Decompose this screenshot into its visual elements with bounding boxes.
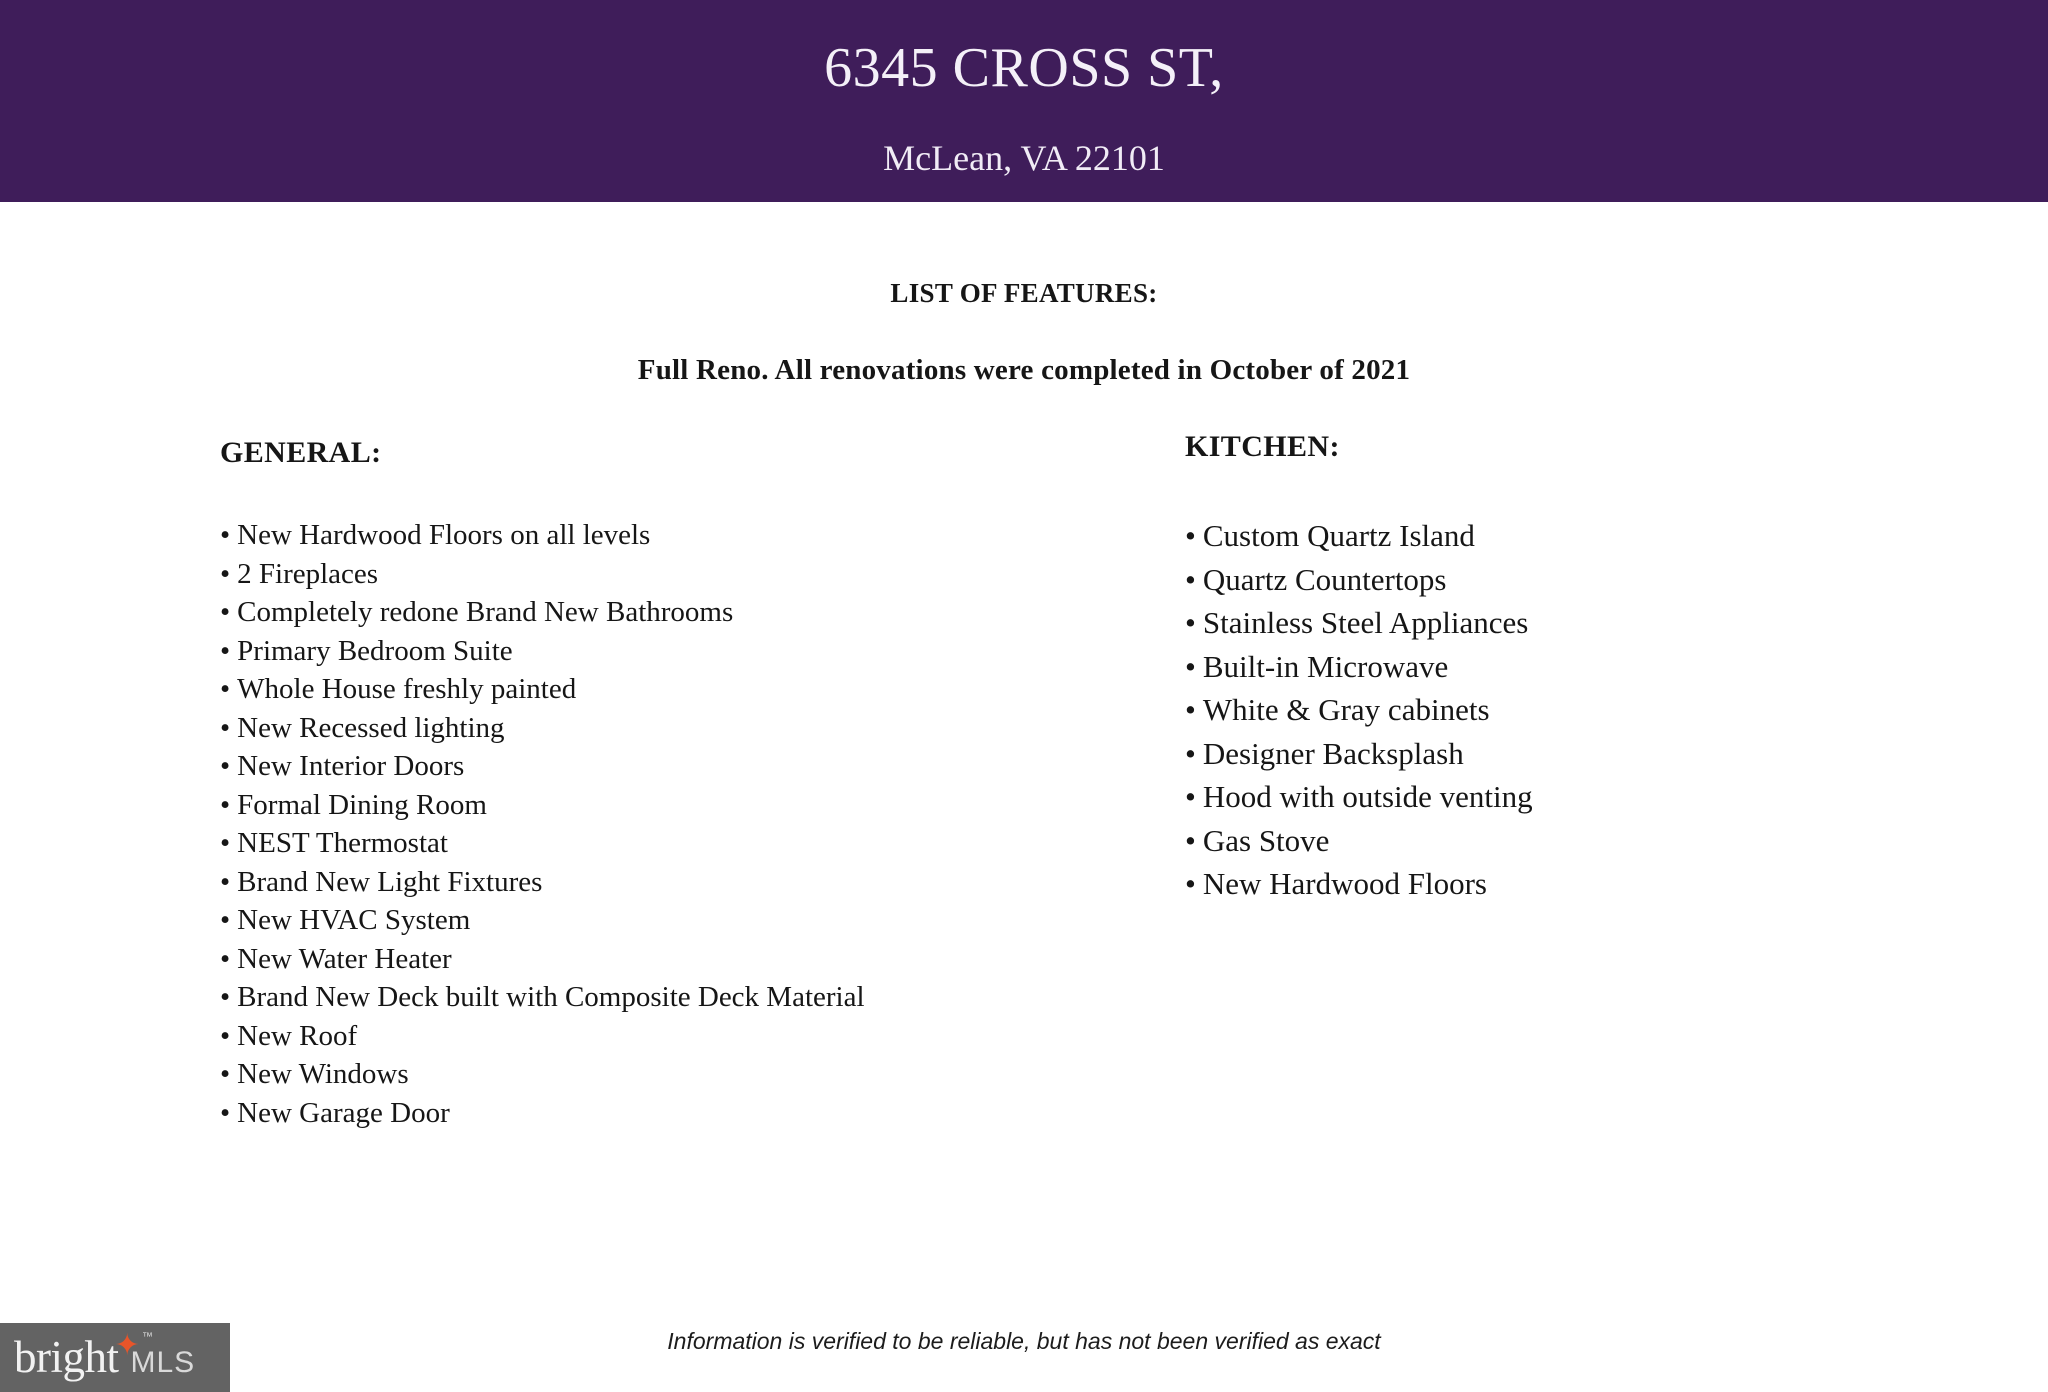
- list-item: [220, 786, 1020, 825]
- feature-column-kitchen: [1185, 432, 1945, 906]
- list-item: [1185, 645, 1945, 689]
- bullet-icon: •: [220, 788, 231, 821]
- list-item-label: Stainless Steel Appliances: [1202, 605, 1529, 640]
- list-item-label: New Hardwood Floors on all levels: [237, 519, 651, 551]
- list-item: [220, 516, 1020, 555]
- list-item-label: Built-in Microwave: [1202, 648, 1449, 684]
- list-item: [1185, 558, 1945, 602]
- page-footer: [0, 1312, 2048, 1392]
- list-item: [1185, 601, 1945, 645]
- list-item: [220, 824, 1020, 863]
- list-item: [220, 1094, 1020, 1133]
- bullet-icon: •: [1185, 735, 1196, 771]
- features-heading: LIST OF FEATURES:: [890, 278, 1158, 308]
- list-item-label: Formal Dining Room: [237, 788, 487, 821]
- list-item-label: Quartz Countertops: [1202, 561, 1447, 597]
- list-item: [1185, 732, 1945, 776]
- bullet-icon: •: [220, 596, 231, 628]
- list-item-label: Primary Bedroom Suite: [237, 634, 513, 667]
- renovation-note: Full Reno. All renovations were completed in October of 2021: [637, 354, 1411, 386]
- list-item-label: New Roof: [237, 1019, 358, 1052]
- bullet-icon: •: [220, 711, 231, 744]
- bullet-icon: •: [220, 942, 231, 975]
- list-item: [1185, 862, 1945, 906]
- list-item: [220, 978, 1020, 1017]
- bullet-icon: •: [1185, 779, 1196, 814]
- list-item: [1185, 688, 1945, 732]
- column-heading-general: GENERAL:: [220, 436, 382, 469]
- bullet-icon: •: [220, 519, 231, 551]
- bullet-icon: •: [220, 673, 231, 705]
- bullet-icon: •: [220, 1019, 231, 1052]
- bullet-icon: •: [1185, 822, 1196, 858]
- bullet-icon: •: [1185, 648, 1196, 684]
- list-item: [220, 670, 1020, 709]
- column-heading-kitchen: KITCHEN:: [1185, 430, 1340, 463]
- list-item-label: Whole House freshly painted: [237, 673, 577, 705]
- list-item: [220, 747, 1020, 786]
- list-item-label: New Recessed lighting: [237, 711, 505, 744]
- list-item-label: Brand New Deck built with Composite Deck Material: [237, 981, 865, 1013]
- list-item-label: New Windows: [237, 1058, 409, 1090]
- main-content: [0, 202, 2048, 1312]
- trademark-icon: ™: [142, 1331, 153, 1343]
- star-icon: ✦: [114, 1329, 140, 1362]
- list-item: [220, 940, 1020, 979]
- brand-wordmark: [14, 1329, 153, 1383]
- bullet-icon: •: [220, 750, 231, 782]
- bullet-icon: •: [1185, 866, 1196, 901]
- list-item-label: New Water Heater: [237, 942, 452, 975]
- feature-list-kitchen: [1185, 514, 1945, 906]
- list-item-label: New Garage Door: [237, 1096, 450, 1129]
- bright-mls-logo: [0, 1323, 230, 1392]
- bullet-icon: •: [220, 634, 231, 667]
- list-item: [220, 632, 1020, 671]
- bullet-icon: •: [1185, 692, 1196, 727]
- listing-header-banner: [0, 0, 2048, 202]
- list-item-label: Gas Stove: [1202, 822, 1330, 858]
- list-item: [220, 555, 1020, 594]
- bullet-icon: •: [220, 827, 231, 859]
- bullet-icon: •: [220, 557, 231, 590]
- list-item: [220, 1017, 1020, 1056]
- list-item-label: Brand New Light Fixtures: [237, 865, 543, 898]
- list-item: [1185, 775, 1945, 819]
- list-item-label: Completely redone Brand New Bathrooms: [237, 596, 734, 628]
- bullet-icon: •: [220, 904, 231, 936]
- list-item: [220, 709, 1020, 748]
- list-item: [1185, 514, 1945, 558]
- list-item-label: Hood with outside venting: [1202, 779, 1533, 814]
- page-title: 6345 CROSS ST,: [824, 37, 1224, 99]
- bullet-icon: •: [220, 981, 231, 1013]
- bullet-icon: •: [1185, 605, 1196, 640]
- bullet-icon: •: [220, 865, 231, 898]
- bullet-icon: •: [220, 1096, 231, 1129]
- list-item-label: White & Gray cabinets: [1202, 692, 1490, 727]
- page-subtitle-location: McLean, VA 22101: [883, 138, 1165, 178]
- list-item-label: New Hardwood Floors: [1202, 866, 1487, 901]
- list-item: [220, 863, 1020, 902]
- list-item: [220, 593, 1020, 632]
- list-item-label: NEST Thermostat: [237, 827, 448, 859]
- feature-column-general: [220, 432, 1020, 1132]
- feature-list-general: [220, 516, 1020, 1132]
- list-item-label: New Interior Doors: [237, 750, 465, 782]
- bullet-icon: •: [1185, 518, 1196, 553]
- list-item: [220, 1055, 1020, 1094]
- bullet-icon: •: [1185, 561, 1196, 597]
- list-item: [1185, 819, 1945, 863]
- list-item-label: 2 Fireplaces: [237, 557, 379, 590]
- list-item-label: Custom Quartz Island: [1202, 518, 1475, 553]
- brand-wordmark-text: bright: [14, 1332, 119, 1382]
- list-item: [220, 901, 1020, 940]
- brand-submark: MLS: [130, 1346, 196, 1379]
- bright-mls-logo-inner: [14, 1331, 195, 1383]
- bullet-icon: •: [220, 1058, 231, 1090]
- list-item-label: New HVAC System: [237, 904, 471, 936]
- list-item-label: Designer Backsplash: [1202, 735, 1464, 771]
- disclaimer-text: Information is verified to be reliable, but has not been verified as exact: [667, 1328, 1381, 1354]
